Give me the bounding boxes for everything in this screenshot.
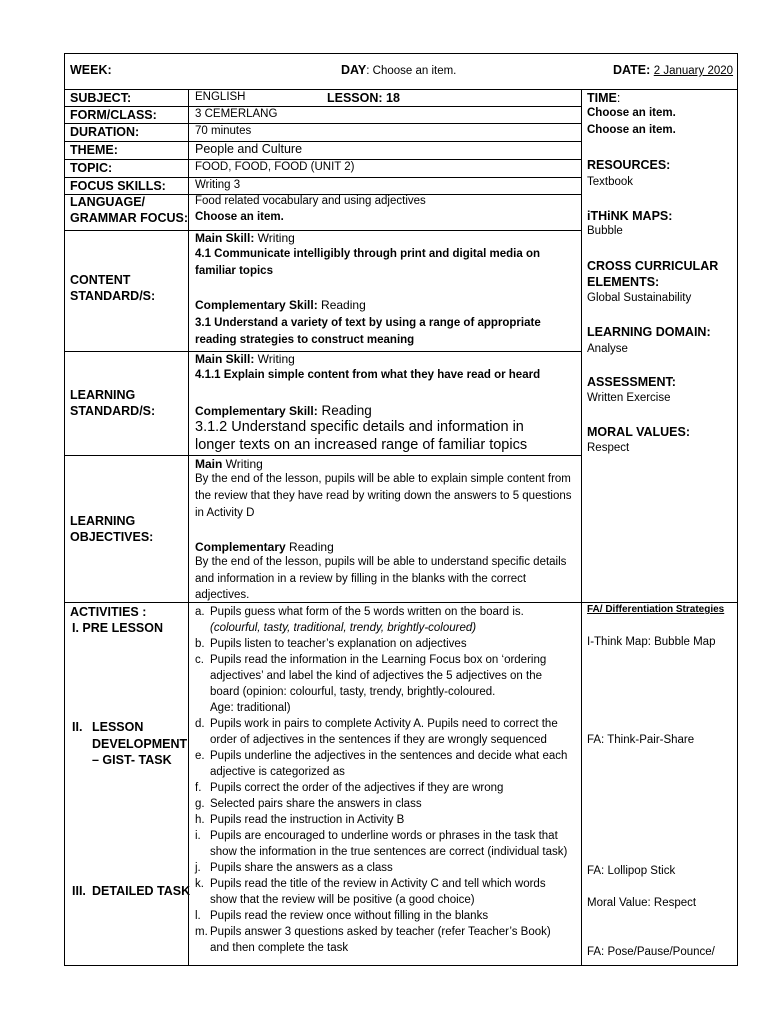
- activities-list: [195, 604, 567, 956]
- activity-text: Pupils share the answers as a class: [210, 862, 393, 874]
- detailed-task-number: III.: [72, 884, 86, 898]
- learning-domain-value: Analyse: [587, 343, 628, 355]
- divider: [65, 602, 737, 603]
- activity-text: order of adjectives in the sentences if they are wrongly sequenced: [210, 734, 547, 746]
- activity-line: [195, 764, 567, 780]
- activity-line: [195, 780, 567, 796]
- focus-skills-label: FOCUS SKILLS:: [70, 179, 166, 193]
- activity-letter: g.: [195, 798, 205, 810]
- lo-comp: [195, 540, 334, 554]
- activity-text: Pupils correct the order of the adjectives if they are wrong: [210, 782, 504, 794]
- activity-line: [195, 652, 567, 668]
- focus-skills-value: Writing 3: [195, 179, 241, 191]
- content-standard-label-2: STANDARD/S:: [70, 289, 156, 303]
- date-value: 2 January 2020: [653, 65, 734, 77]
- theme-label: THEME:: [70, 143, 118, 157]
- activity-text: Pupils underline the adjectives in the sentences and decide what each: [210, 750, 568, 762]
- lo-comp-line: adjectives.: [195, 589, 250, 601]
- language-value: Food related vocabulary and using adjectives: [195, 195, 426, 207]
- activity-line: [195, 732, 567, 748]
- activity-letter: j.: [195, 862, 201, 874]
- time-field: [587, 91, 620, 105]
- form-value: 3 CEMERLANG: [195, 108, 278, 120]
- activity-letter: b.: [195, 638, 205, 650]
- date-field[interactable]: [613, 63, 733, 77]
- activity-text: Pupils read the instruction in Activity B: [210, 814, 405, 826]
- lo-main-line: By the end of the lesson, pupils will be able to explain simple content from: [195, 473, 571, 485]
- activity-line: [195, 668, 567, 684]
- ls-comp-skill-value: Reading: [317, 403, 372, 418]
- activity-text: and then complete the task: [210, 942, 349, 954]
- strategies-heading: FA/ Differentiation Strategies: [587, 604, 725, 615]
- language-label: LANGUAGE/: [70, 195, 145, 209]
- activity-line: [195, 684, 567, 700]
- lo-comp-value: Reading: [285, 540, 334, 554]
- lo-main: [195, 457, 263, 471]
- divider: [65, 351, 582, 352]
- activity-text: Age: traditional): [210, 702, 291, 714]
- activity-text: Pupils read the title of the review in Activity C and tell which words: [210, 878, 546, 890]
- activity-letter: a.: [195, 606, 205, 618]
- activity-text: Pupils are encouraged to underline words or phrases in the task that: [210, 830, 558, 842]
- duration-value: 70 minutes: [195, 125, 252, 137]
- ls-comp-text-2: longer texts on an increased range of familiar topics: [195, 437, 528, 453]
- ls-comp-skill: [195, 403, 372, 418]
- activity-text: Pupils work in pairs to complete Activity A. Pupils need to correct the: [210, 718, 558, 730]
- activity-text: Pupils read the information in the Learning Focus box on ‘ordering: [210, 654, 547, 666]
- cs-main-skill-value: Writing: [254, 231, 295, 245]
- activity-text: (colourful, tasty, traditional, trendy, brightly-coloured): [210, 622, 477, 634]
- time-colon: :: [616, 91, 621, 105]
- resources-value: Textbook: [587, 176, 634, 188]
- learning-objectives-label: LEARNING: [70, 514, 136, 528]
- activity-text: Pupils listen to teacher’s explanation on adjectives: [210, 638, 467, 650]
- detailed-task-label: DETAILED TASK: [92, 884, 191, 898]
- lesson-development-label: LESSON: [92, 720, 144, 734]
- cs-comp-text-2: reading strategies to construct meaning: [195, 334, 415, 346]
- resources-label: RESOURCES:: [587, 158, 671, 172]
- cs-comp-skill: [195, 298, 366, 312]
- activity-line: [195, 604, 567, 620]
- ithink-maps-value: Bubble: [587, 225, 623, 237]
- activity-line: [195, 940, 567, 956]
- day-label: DAY: [341, 63, 367, 77]
- form-label: FORM/CLASS:: [70, 108, 157, 122]
- activity-line: [195, 716, 567, 732]
- divider: [65, 106, 582, 107]
- activity-line: [195, 796, 567, 812]
- activity-text: Pupils read the review once without filling in the blanks: [210, 910, 489, 922]
- cs-main-text: 4.1 Communicate intelligibly through print and digital media on: [195, 248, 541, 260]
- activity-line: [195, 876, 567, 892]
- ls-comp-text: 3.1.2 Understand specific details and information in: [195, 419, 524, 435]
- strategy-ithink: I-Think Map: Bubble Map: [587, 636, 716, 648]
- learning-standard-label: LEARNING: [70, 388, 136, 402]
- content-standard-label: CONTENT: [70, 273, 131, 287]
- lesson-development-number: II.: [72, 720, 83, 734]
- activity-line: [195, 748, 567, 764]
- gist-task-label: – GIST- TASK: [92, 753, 172, 767]
- activity-letter: e.: [195, 750, 205, 762]
- cs-main-text-2: familiar topics: [195, 265, 273, 277]
- cs-main-skill-label: Main Skill:: [195, 231, 255, 245]
- lesson-label: LESSON: 18: [327, 91, 400, 105]
- activity-line: [195, 812, 567, 828]
- divider: [65, 177, 582, 178]
- cs-comp-skill-label: Complementary Skill:: [195, 298, 318, 312]
- grammar-focus-label: GRAMMAR FOCUS:: [70, 211, 189, 225]
- divider: [65, 159, 582, 160]
- time-label: TIME: [587, 91, 617, 105]
- activity-line: [195, 700, 567, 716]
- divider: [65, 123, 582, 124]
- activity-text: Pupils answer 3 questions asked by teacher (refer Teacher’s Book): [210, 926, 551, 938]
- activity-letter: k.: [195, 878, 204, 890]
- subject-value: ENGLISH: [195, 91, 246, 103]
- activity-text: Selected pairs share the answers in class: [210, 798, 422, 810]
- lo-comp-line: and information in a review by filling in the blanks with the correct: [195, 573, 527, 585]
- ls-main-skill: [195, 352, 295, 366]
- lo-comp-label: Complementary: [195, 540, 286, 554]
- moral-values-label: MORAL VALUES:: [587, 425, 691, 439]
- lo-main-line: in Activity D: [195, 507, 255, 519]
- learning-standard-label-2: STANDARD/S:: [70, 404, 156, 418]
- activity-letter: i.: [195, 830, 201, 842]
- activity-text: adjective is categorized as: [210, 766, 345, 778]
- moral-values-value: Respect: [587, 442, 630, 454]
- activity-line: [195, 844, 567, 860]
- activity-line: [195, 908, 567, 924]
- theme-value: People and Culture: [195, 142, 303, 156]
- activity-letter: m.: [195, 926, 208, 938]
- day-field[interactable]: [341, 63, 456, 77]
- ls-main-skill-label: Main Skill:: [195, 352, 255, 366]
- learning-domain-label: LEARNING DOMAIN:: [587, 325, 711, 339]
- activity-letter: d.: [195, 718, 205, 730]
- activity-line: [195, 636, 567, 652]
- activity-letter: c.: [195, 654, 204, 666]
- divider: [65, 230, 582, 231]
- activity-text: show the information in the true sentences are correct (individual task): [210, 846, 568, 858]
- cross-curricular-label-2: ELEMENTS:: [587, 275, 660, 289]
- topic-value: FOOD, FOOD, FOOD (UNIT 2): [195, 161, 355, 173]
- strategy-lollipop-stick: FA: Lollipop Stick: [587, 865, 676, 877]
- lesson-development-label-2: DEVELOPMENT: [92, 737, 188, 751]
- day-value: : Choose an item.: [366, 65, 457, 77]
- strategy-moral-value: Moral Value: Respect: [587, 897, 697, 909]
- grammar-focus-dropdown[interactable]: Choose an item.: [195, 211, 284, 223]
- divider: [65, 141, 582, 142]
- cross-curricular-label: CROSS CURRICULAR: [587, 259, 719, 273]
- activity-letter: f.: [195, 782, 202, 794]
- time-dropdown[interactable]: Choose an item.: [587, 107, 676, 119]
- strategy-think-pair-share: FA: Think-Pair-Share: [587, 734, 695, 746]
- lo-comp-line: By the end of the lesson, pupils will be able to understand specific details: [195, 556, 567, 568]
- activity-letter: l.: [195, 910, 201, 922]
- date-label: DATE:: [613, 63, 654, 77]
- topic-label: TOPIC:: [70, 161, 113, 175]
- activity-text: show that the review will be positive (a good choice): [210, 894, 475, 906]
- activity-text: Pupils guess what form of the 5 words written on the board is.: [210, 606, 524, 618]
- duration-label: DURATION:: [70, 125, 140, 139]
- lo-main-value: Writing: [222, 457, 263, 471]
- ls-comp-skill-label: Complementary Skill:: [195, 404, 318, 418]
- divider: [581, 89, 582, 965]
- subject-label: SUBJECT:: [70, 91, 132, 105]
- activity-line: [195, 892, 567, 908]
- ls-main-text: 4.1.1 Explain simple content from what they have read or heard: [195, 369, 541, 381]
- divider: [65, 455, 582, 456]
- activity-text: board (opinion: colourful, tasty, trendy, brightly-coloured.: [210, 686, 496, 698]
- lo-main-label: Main: [195, 457, 223, 471]
- cs-comp-skill-value: Reading: [317, 298, 366, 312]
- cs-main-skill: [195, 231, 295, 245]
- cs-comp-text: 3.1 Understand a variety of text by using a range of appropriate: [195, 317, 541, 329]
- divider: [188, 89, 189, 965]
- activities-label: ACTIVITIES :: [70, 605, 147, 619]
- week-label: WEEK:: [70, 63, 112, 77]
- assessment-label: ASSESSMENT:: [587, 375, 676, 389]
- pre-lesson-label: I. PRE LESSON: [72, 621, 163, 635]
- lo-main-line: the review that they have read by writing down the answers to 5 questions: [195, 490, 572, 502]
- ls-main-skill-value: Writing: [254, 352, 295, 366]
- activity-line: [195, 620, 567, 636]
- ithink-maps-label: iTHiNK MAPS:: [587, 209, 673, 223]
- strategy-pose-pause-pounce: FA: Pose/Pause/Pounce/: [587, 946, 715, 958]
- activity-line: [195, 828, 567, 844]
- learning-objectives-label-2: OBJECTIVES:: [70, 530, 154, 544]
- activity-line: [195, 860, 567, 876]
- activity-letter: h.: [195, 814, 205, 826]
- assessment-value: Written Exercise: [587, 392, 671, 404]
- divider: [65, 89, 737, 90]
- cross-curricular-value: Global Sustainability: [587, 292, 692, 304]
- activity-line: [195, 924, 567, 940]
- time-dropdown-2[interactable]: Choose an item.: [587, 124, 676, 136]
- activity-text: adjectives’ and label the kind of adjectives the 5 adjectives on the: [210, 670, 543, 682]
